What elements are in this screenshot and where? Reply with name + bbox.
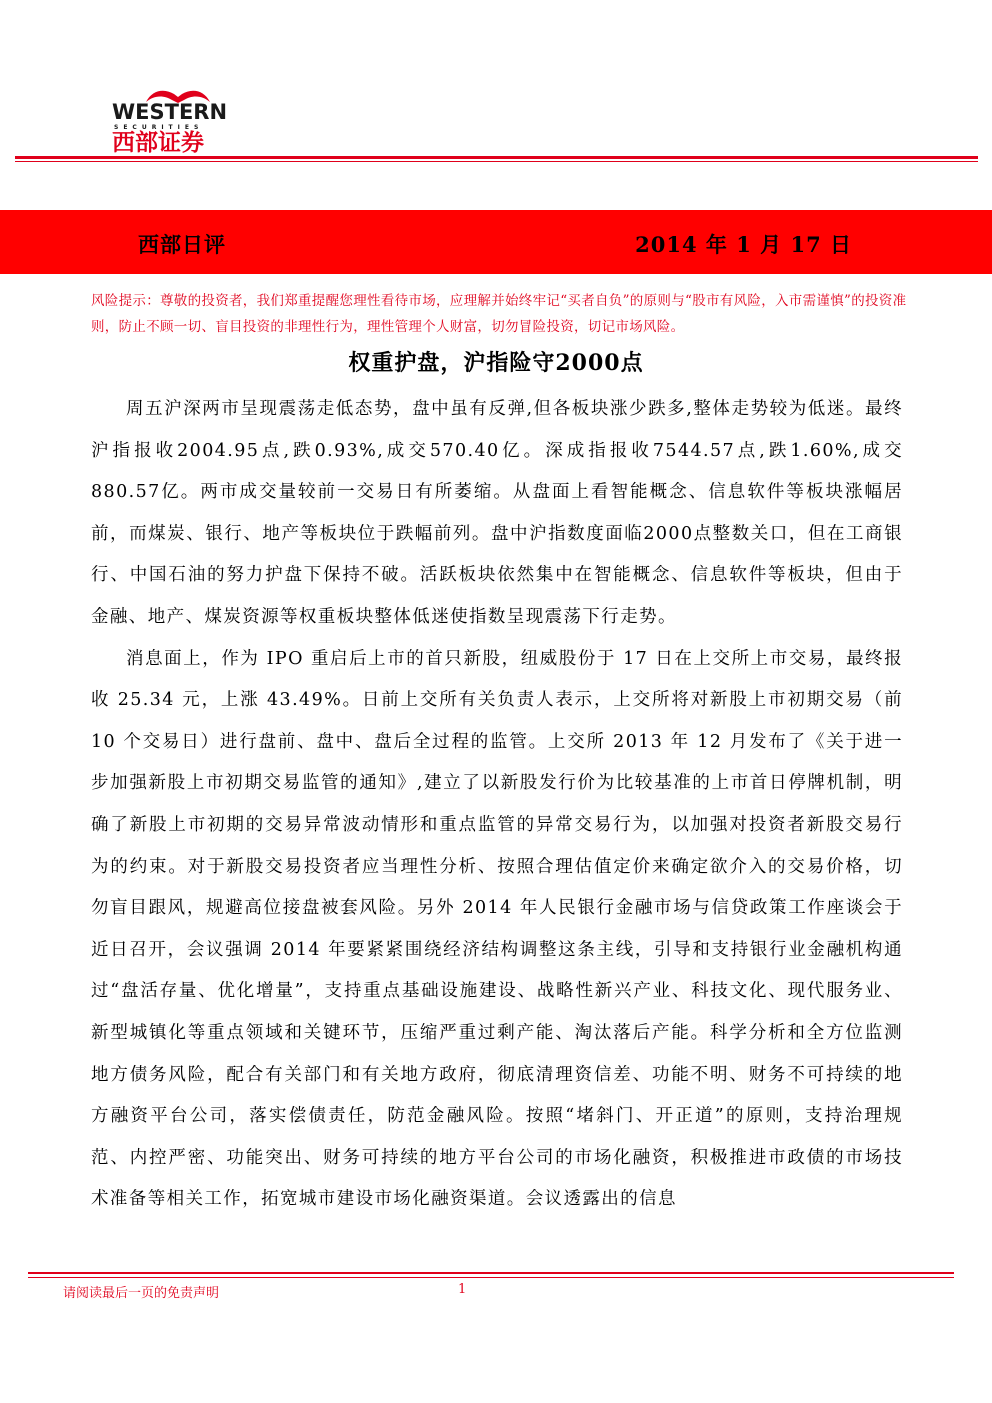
article-body <box>91 389 903 1221</box>
article-title: 权重护盘，沪指险守2000点 <box>348 350 644 376</box>
disclaimer-note: 请阅读最后一页的免责声明 <box>63 1286 220 1301</box>
paragraph: 周五沪深两市呈现震荡走低态势，盘中虽有反弹,但各板块涨少跌多,整体走势较为低迷。最终沪指报收2004.95点,跌0.93%,成交570.40亿。深成指报收7544.57点,跌1.60%,成交880.57亿。两市成交量较前一交易日有所萎缩。从盘面上看智能概念、信息软件等板块涨幅居前，而煤炭、银行、地产等板块位于跌幅前列。盘中沪指数度面临2000点整数关口，但在工商银行、中国石油的努力护盘下保持不破。活跃板块依然集中在智能概念、信息软件等板块，但由于金融、地产、煤炭资源等权重板块整体低迷使指数呈现震荡下行走势。 <box>91 399 903 627</box>
risk-notice: 风险提示：尊敬的投资者，我们郑重提醒您理性看待市场，应理解并始终牢记“买者自负”的原则与“股市有风险，入市需谨慎”的投资准则，防止不顾一切、盲目投资的非理性行为，理性管理个人财富，切勿冒险投资，切记市场风险。 <box>91 293 907 335</box>
logo-english: WESTERN <box>112 100 228 124</box>
report-date: 2014 年 1 月 17 日 <box>635 232 852 257</box>
logo-subtitle: SECURITIES <box>114 124 204 131</box>
header-divider-thick <box>15 156 978 159</box>
company-logo <box>108 86 248 158</box>
paragraph: 消息面上，作为 IPO 重启后上市的首只新股，纽威股份于 17 日在上交所上市交易，最终报收 25.34 元，上涨 43.49%。日前上交所有关负责人表示，上交所将对新股上市初期交易（前 10 个交易日）进行盘前、盘中、盘后全过程的监管。上交所 2013 年 12 月发布了《关于进一步加强新股上市初期交易监管的通知》,建立了以新股发行价为比较基准的上市首日停牌机制，明确了新股上市初期的交易异常波动情形和重点监管的异常交易行为，以加强对投资者新股交易行为的约束。对于新股交易投资者应当理性分析、按照合理估值定价来确定欲介入的交易价格，切勿盲目跟风，规避高位接盘被套风险。另外 2014 年人民银行金融市场与信贷政策工作座谈会于近日召开，会议强调 2014 年要紧紧围绕经济结构调整这条主线，引导和支持银行业金融机构通过“盘活存量、优化增量”，支持重点基础设施建设、战略性新兴产业、科技文化、现代服务业、新型城镇化等重点领域和关键环节，压缩严重过剩产能、淘汰落后产能。科学分析和全方位监测地方债务风险，配合有关部门和有关地方政府，彻底清理资信差、功能不明、财务不可持续的地方融资平台公司，落实偿债责任，防范金融风险。按照“堵斜门、开正道”的原则，支持治理规范、内控严密、功能突出、财务可持续的地方平台公司的市场化融资，积极推进市政债的市场技术准备等相关工作，拓宽城市建设市场化融资渠道。会议透露出的信息 <box>91 648 903 1210</box>
report-banner <box>0 210 992 274</box>
footer-divider-thick <box>28 1272 954 1274</box>
header-divider-thin <box>15 161 978 162</box>
page-number: 1 <box>458 1282 467 1297</box>
report-name: 西部日评 <box>138 232 226 257</box>
footer-divider-thin <box>28 1277 954 1278</box>
logo-chinese: 西部证券 <box>112 130 204 156</box>
